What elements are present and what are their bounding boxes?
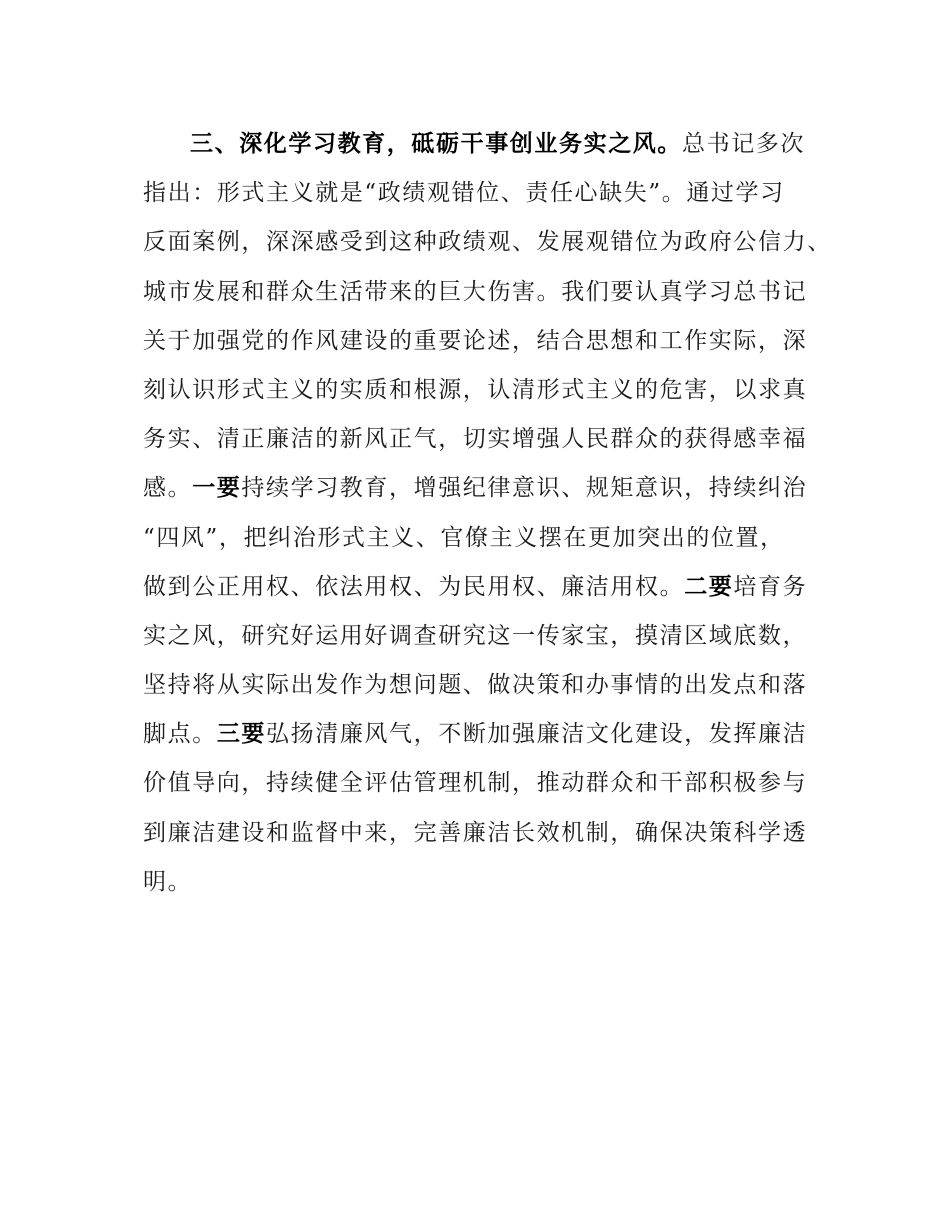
line-text: 指出：形式主义就是“政绩观错位、责任心缺失”。通过学习 — [143, 180, 785, 207]
line-text: 到廉洁建设和监督中来，完善廉洁长效机制，确保决策科学透 — [143, 819, 808, 846]
line-text: 做到公正用权、依法用权、为民用权、廉洁用权。 — [143, 573, 685, 600]
point-three-marker: 三要 — [216, 721, 267, 748]
line-text: 坚持将从实际出发作为想问题、做决策和办事情的出发点和落 — [143, 672, 808, 699]
paragraph-line — [143, 710, 833, 759]
paragraph-line — [143, 317, 833, 366]
point-two-marker: 二要 — [684, 573, 734, 600]
paragraph-line — [143, 120, 833, 169]
section-heading: 三、深化学习教育，砥砺干事创业务实之风。 — [190, 131, 682, 157]
line-text: 城市发展和群众生活带来的巨大伤害。我们要认真学习总书记 — [143, 278, 808, 305]
line-text: 感。 — [143, 475, 193, 502]
paragraph-line — [143, 415, 833, 464]
line-text: 培育务 — [733, 573, 808, 600]
line-text: 明。 — [143, 868, 193, 895]
paragraph-line — [143, 268, 833, 317]
paragraph-section-three — [143, 120, 833, 907]
paragraph-line — [143, 366, 833, 415]
paragraph-line — [143, 563, 833, 612]
paragraph-line — [143, 514, 833, 563]
paragraph-line — [143, 759, 833, 808]
paragraph-line — [143, 858, 833, 907]
line-text: 刻认识形式主义的实质和根源，认清形式主义的危害，以求真 — [143, 376, 808, 403]
line-text: 脚点。 — [143, 721, 217, 748]
line-text: 务实、清正廉洁的新风正气，切实增强人民群众的获得感幸福 — [143, 426, 808, 453]
line-text: 总书记多次 — [682, 131, 805, 157]
line-text: 弘扬清廉风气，不断加强廉洁文化建设，发挥廉洁 — [266, 721, 808, 748]
line-text: 实之风，研究好运用好调查研究这一传家宝，摸清区域底数， — [143, 622, 808, 649]
line-text: 价值导向，持续健全评估管理机制，推动群众和干部积极参与 — [143, 770, 808, 797]
point-one-marker: 一要 — [192, 475, 242, 502]
line-text: 持续学习教育，增强纪律意识、规矩意识，持续纠治 — [241, 475, 808, 502]
line-text: 反面案例，深深感受到这种政绩观、发展观错位为政府公信力、 — [143, 229, 832, 256]
line-text: “四风”，把纠治形式主义、官僚主义摆在更加突出的位置， — [143, 524, 785, 551]
line-text: 关于加强党的作风建设的重要论述，结合思想和工作实际，深 — [143, 327, 808, 354]
paragraph-line — [143, 809, 833, 858]
paragraph-line — [143, 464, 833, 513]
paragraph-line — [143, 661, 833, 710]
paragraph-line — [143, 218, 833, 267]
paragraph-line — [143, 612, 833, 661]
paragraph-line — [143, 169, 833, 218]
